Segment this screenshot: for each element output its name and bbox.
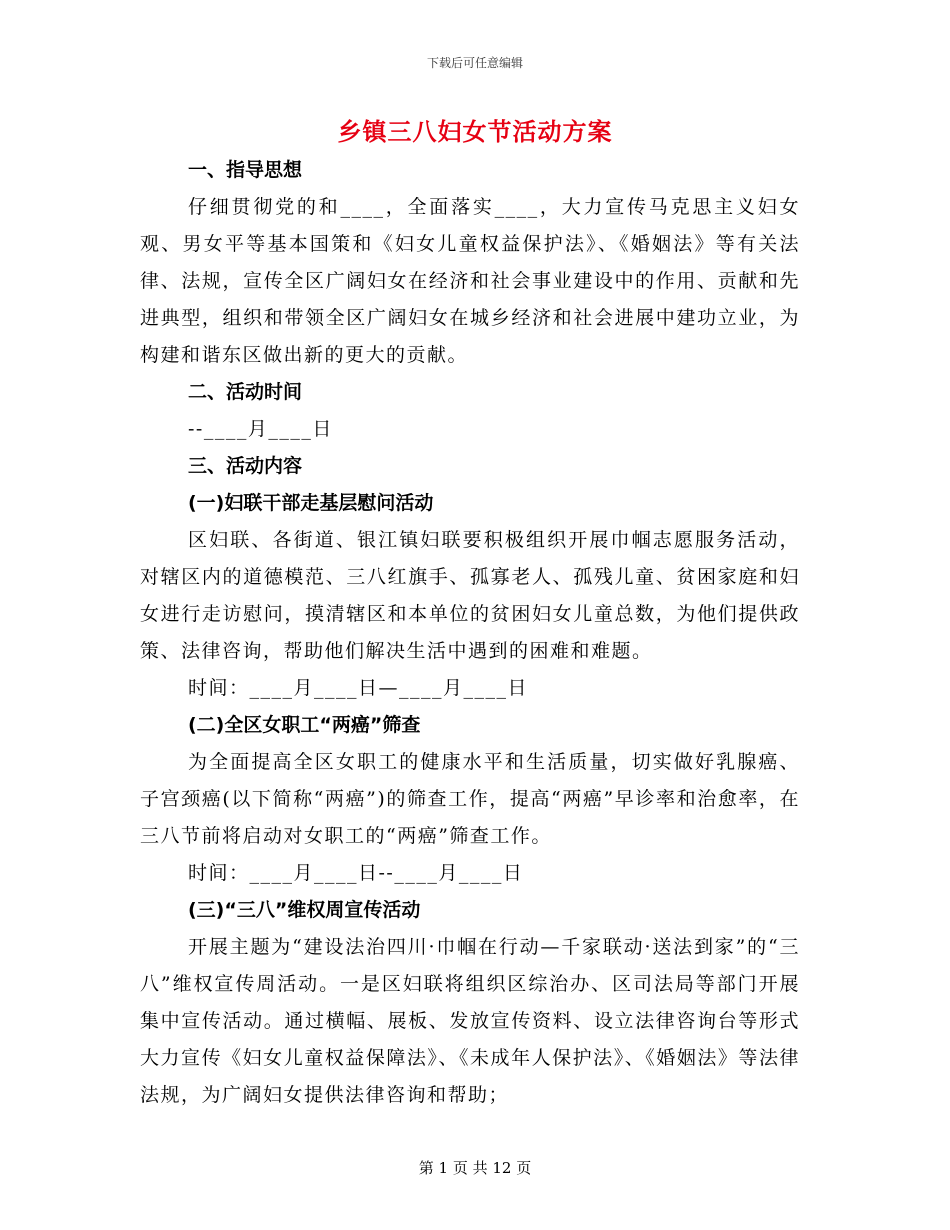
subsection-heading-visits: (一)妇联干部走基层慰问活动 [188, 492, 434, 514]
section-heading-guiding-ideology: 一、指导思想 [188, 159, 303, 181]
paragraph-visits: 区妇联、各街道、银江镇妇联要积极组织开展巾帼志愿服务活动，对辖区内的道德模范、三八红旗手、孤寡老人、孤残儿童、贫困家庭和妇女进行走访慰问，摸清辖区和本单位的贫困妇女儿童总数，为他们提供政策、法律咨询，帮助他们解决生活中遇到的困难和难题。 [140, 529, 800, 662]
section-heading-activity-time: 二、活动时间 [188, 381, 303, 403]
page-number-footer: 第 1 页 共 12 页 [418, 1159, 532, 1177]
paragraph-guiding-ideology: 仔细贯彻党的和____，全面落实____，大力宣传马克思主义妇女观、男女平等基本国策和《妇女儿童权益保护法》、《婚姻法》等有关法律、法规，宣传全区广阔妇女在经济和社会事业建设中的作用、贡献和先进典型，组织和带领全区广阔妇女在城乡经济和社会进展中建功立业，为构建和谐东区做出新的更大的贡献。 [140, 196, 800, 366]
paragraph-rights-week: 开展主题为“建设法治四川·巾帼在行动—千家联动·送法到家”的“三八”维权宣传周活动。一是区妇联将组织区综治办、区司法局等部门开展集中宣传活动。通过横幅、展板、发放宣传资料、设立法律咨询台等形式大力宣传《妇女儿童权益保障法》、《未成年人保护法》、《婚姻法》等法律法规，为广阔妇女提供法律咨询和帮助； [140, 936, 800, 1106]
subsection-heading-rights-week: (三)“三八”维权周宣传活动 [188, 899, 421, 921]
page-header-note: 下载后可任意编辑 [426, 56, 523, 70]
activity-time-line: --____月____日 [188, 418, 333, 440]
document-body [140, 152, 800, 1114]
screening-time-line: 时间：____月____日--____月____日 [188, 862, 524, 884]
section-heading-activity-content: 三、活动内容 [188, 455, 303, 477]
document-title: 乡镇三八妇女节活动方案 [337, 118, 613, 146]
subsection-heading-screening: (二)全区女职工“两癌”筛查 [188, 714, 421, 736]
visits-time-line: 时间：____月____日—____月____日 [188, 677, 529, 699]
paragraph-screening: 为全面提高全区女职工的健康水平和生活质量，切实做好乳腺癌、子宫颈癌(以下简称“两癌”)的筛查工作，提高“两癌”早诊率和治愈率，在三八节前将启动对女职工的“两癌”筛查工作。 [140, 751, 800, 847]
